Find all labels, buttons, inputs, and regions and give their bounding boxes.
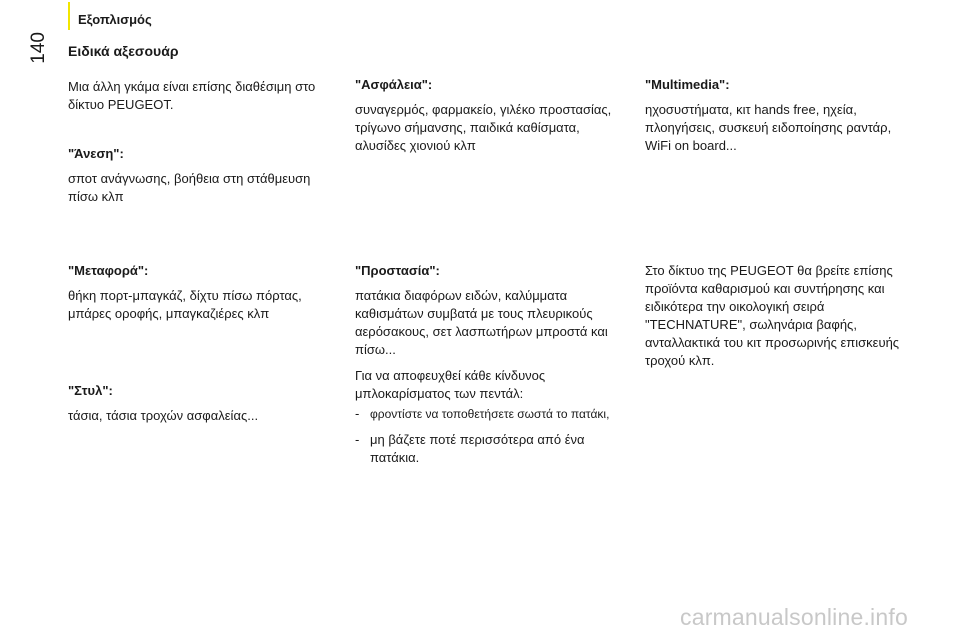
section-header: Εξοπλισμός: [78, 12, 152, 27]
warning-list: [355, 405, 630, 467]
dash-bullet: -: [355, 406, 360, 421]
multimedia-heading: "Multimedia":: [645, 77, 730, 92]
page-number: 140: [28, 32, 49, 64]
intro-text: Μια άλλη γκάμα είναι επίσης διαθέσιμη στο δίκτυο PEUGEOT.: [68, 79, 316, 112]
list-item: [355, 405, 630, 423]
multimedia-text: ηχοσυστήματα, κιτ hands free, ηχεία, πλοηγήσεις, συσκευή ειδοποίησης ραντάρ, WiFi on board...: [645, 102, 892, 153]
page-title: Ειδικά αξεσουάρ: [68, 43, 179, 59]
style-heading: "Στυλ":: [68, 383, 113, 398]
transport-text: θήκη πορτ-μπαγκάζ, δίχτυ πίσω πόρτας, μπάρες οροφής, μπαγκαζιέρες κλπ: [68, 288, 302, 321]
list-item: [355, 431, 630, 467]
safety-heading: "Ασφάλεια":: [355, 77, 433, 92]
protection-section: [355, 262, 630, 359]
safety-text: συναγερμός, φαρμακείο, γιλέκο προστασίας, τρίγωνο σήμανσης, παιδικά καθίσματα, αλυσίδες χιονιού κλπ: [355, 102, 612, 153]
warning-item-text: φροντίστε να τοποθετήσετε σωστά το πατάκι,: [370, 407, 610, 421]
comfort-text: σποτ ανάγνωσης, βοήθεια στη στάθμευση πίσω κλπ: [68, 171, 311, 204]
protection-text: πατάκια διαφόρων ειδών, καλύμματα καθισμάτων συμβατά με τους πλευρικούς αερόσακους, σετ λασπωτήρων μπροστά και πίσω...: [355, 288, 608, 357]
style-text: τάσια, τάσια τροχών ασφαλείας...: [68, 408, 259, 423]
style-section: [68, 382, 338, 425]
watermark: carmanualsonline.info: [680, 604, 908, 630]
network-text: Στο δίκτυο της PEUGEOT θα βρείτε επίσης προϊόντα καθαρισμού και συντήρησης και ειδικότερα την οικολογική σειρά "TECHNATURE", σωληνάρια βαφής, ανταλλακτικά του κιτ προσωρινής επισκευής τροχού κλπ.: [645, 263, 900, 368]
transport-section: [68, 262, 338, 323]
multimedia-section: [645, 76, 920, 155]
pedal-warning: [355, 367, 630, 467]
transport-heading: "Μεταφορά":: [68, 263, 149, 278]
intro-paragraph: [68, 78, 338, 114]
comfort-heading: "Άνεση":: [68, 146, 124, 161]
network-products-paragraph: [645, 262, 920, 370]
section-accent-bar: [68, 2, 70, 30]
safety-section: [355, 76, 630, 155]
warning-text: Για να αποφευχθεί κάθε κίνδυνος μπλοκαρίσματος των πεντάλ:: [355, 368, 546, 401]
dash-bullet: -: [355, 432, 360, 447]
comfort-section: [68, 145, 338, 206]
warning-item-text: μη βάζετε ποτέ περισσότερα από ένα πατάκια.: [370, 432, 585, 465]
protection-heading: "Προστασία":: [355, 263, 440, 278]
